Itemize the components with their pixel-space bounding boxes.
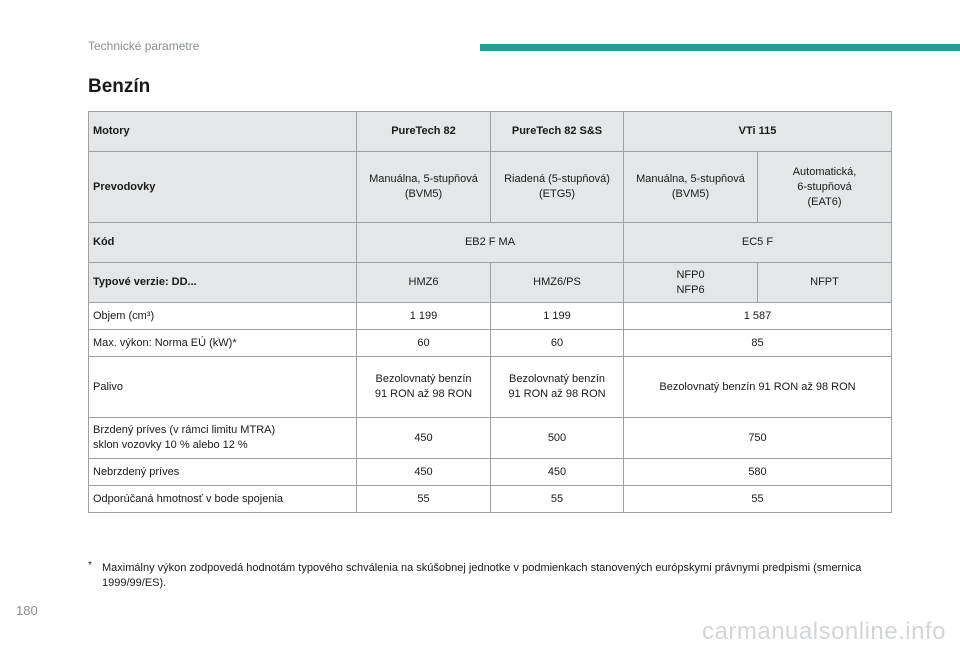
row-label: Prevodovky [89,152,357,223]
row-label: Objem (cm³) [89,303,357,330]
type-cell: NFPT [758,263,892,303]
table-row-fuel [89,357,892,418]
volume-cell: 1 587 [624,303,892,330]
watermark: carmanualsonline.info [702,618,946,645]
row-label: Typové verzie: DD... [89,263,357,303]
unbraked-cell: 450 [357,459,491,486]
table-row-unbraked-trailer [89,459,892,486]
gearbox-cell: Riadená (5-stupňová) (ETG5) [491,152,624,223]
table-row-hitch-weight [89,486,892,513]
table-row-volume [89,303,892,330]
type-cell: HMZ6/PS [491,263,624,303]
row-label: Kód [89,223,357,263]
row-label: Max. výkon: Norma EÚ (kW)* [89,330,357,357]
table-row-header [89,112,892,152]
power-cell: 85 [624,330,892,357]
power-cell: 60 [491,330,624,357]
volume-cell: 1 199 [491,303,624,330]
header-label: Motory [89,112,357,152]
table-row-code [89,223,892,263]
gearbox-cell: Manuálna, 5-stupňová (BVM5) [624,152,758,223]
table-row-type [89,263,892,303]
row-label: Brzdený príves (v rámci limitu MTRA) sklon vozovky 10 % alebo 12 % [89,418,357,459]
unbraked-cell: 450 [491,459,624,486]
gearbox-cell: Automatická, 6-stupňová (EAT6) [758,152,892,223]
fuel-cell: Bezolovnatý benzín 91 RON až 98 RON [624,357,892,418]
footnote-text: Maximálny výkon zodpovedá hodnotám typového schválenia na skúšobnej jednotke v podmienkach stanovených európskymi právnymi predpismi (smernica 1999/99/ES). [102,562,862,589]
fuel-cell: Bezolovnatý benzín 91 RON až 98 RON [491,357,624,418]
header-col: VTi 115 [624,112,892,152]
table-row-power [89,330,892,357]
braked-cell: 500 [491,418,624,459]
page-title: Benzín [88,76,151,97]
footnote-mark: * [88,560,92,571]
hitch-cell: 55 [357,486,491,513]
hitch-cell: 55 [624,486,892,513]
code-cell: EB2 F MA [357,223,624,263]
fuel-cell: Bezolovnatý benzín 91 RON až 98 RON [357,357,491,418]
spec-table [88,111,892,513]
row-label: Nebrzdený príves [89,459,357,486]
braked-cell: 750 [624,418,892,459]
row-label: Odporúčaná hmotnosť v bode spojenia [89,486,357,513]
section-header: Technické parametre [88,39,200,53]
braked-cell: 450 [357,418,491,459]
table-row-braked-trailer [89,418,892,459]
hitch-cell: 55 [491,486,624,513]
gearbox-cell: Manuálna, 5-stupňová (BVM5) [357,152,491,223]
power-cell: 60 [357,330,491,357]
type-cell: HMZ6 [357,263,491,303]
page-number: 180 [16,603,38,618]
row-label: Palivo [89,357,357,418]
code-cell: EC5 F [624,223,892,263]
header-col: PureTech 82 S&S [491,112,624,152]
header-col: PureTech 82 [357,112,491,152]
header-accent-bar [480,44,960,51]
table-row-gearbox [89,152,892,223]
volume-cell: 1 199 [357,303,491,330]
type-cell: NFP0 NFP6 [624,263,758,303]
unbraked-cell: 580 [624,459,892,486]
footnote [88,561,888,591]
